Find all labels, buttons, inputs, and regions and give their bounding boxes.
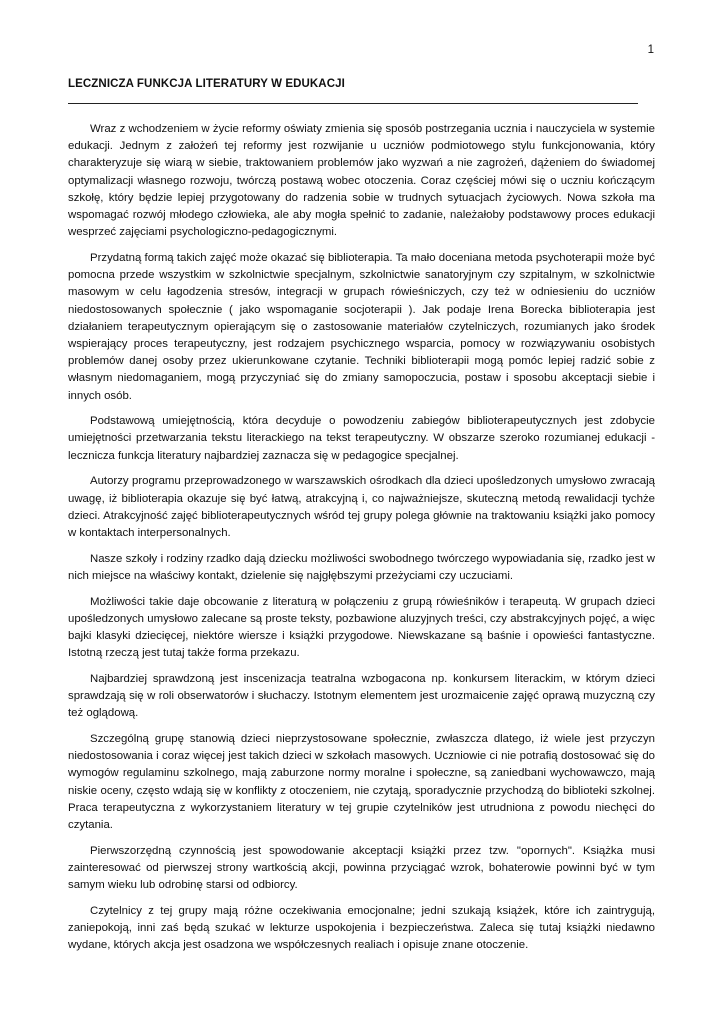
paragraph: Czytelnicy z tej grupy mają różne oczekiwania emocjonalne; jedni szukają książek, które ich zaintrygują, zaniepokoją, inni zaś będą szukać w lekturze uspokojenia i bezpieczeństwa. Zaleca się tutaj książki niedawno wydane, których akcja jest osadzona we współczesnych realiach i opisuje znane otoczenie. (68, 904, 655, 952)
paragraph: Możliwości takie daje obcowanie z literaturą w połączeniu z grupą rówieśników i terapeutą. W grupach dzieci upośledzonych umysłowo zalecane są proste teksty, pozbawione aluzyjnych treści, czy abstrakcyjnych pojęć, a więc bajki klasyki dziecięcej, niektóre wiersze i książki przygodowe. Niewskazane są baśnie i opowieści fantastyczne. Istotną rzeczą jest tutaj także forma przekazu. (68, 595, 655, 660)
paragraph: Wraz z wchodzeniem w życie reformy oświaty zmienia się sposób postrzegania ucznia i nauczyciela w systemie edukacji. Jednym z założeń tej reformy jest rozwijanie u uczniów podmiotowego stylu funkcjonowania, który charakteryzuje się wiarą w siebie, traktowaniem problemów jako wyzwań a nie zagrożeń, dążeniem do świadomej optymalizacji własnego rozwoju, twórczą postawą wobec otoczenia. Coraz częściej mówi się o uczniu kończącym szkołę, który będzie lepiej przygotowany do radzenia sobie w trudnych sytuacjach życiowych. Nowa szkoła ma wspomagać rozwój młodego człowieka, ale aby mogła spełnić to zadanie, należałoby podstawowy proces edukacji wesprzeć zajęciami psychologiczno-pedagogicznymi. (68, 123, 655, 239)
paragraph: Autorzy programu przeprowadzonego w warszawskich ośrodkach dla dzieci upośledzonych umysłowo zwracają uwagę, iż biblioterapia okazuje się być łatwą, atrakcyjną i, co najważniejsze, skuteczną metodą rewalidacji tychże dzieci. Atrakcyjność zajęć biblioterapeutycznych wśród tej grupy polega głównie na traktowaniu książki jako pomocy w kontaktach interpersonalnych. (68, 475, 655, 539)
document-title: LECZNICZA FUNKCJA LITERATURY W EDUKACJI (68, 78, 345, 90)
paragraph: Szczególną grupę stanowią dzieci nieprzystosowane społecznie, zwłaszcza dlatego, iż wiele jest przyczyn niedostosowania i coraz więcej jest takich dzieci w szkołach masowych. Uczniowie ci nie potrafią dostosować się do wymogów regulaminu szkolnego, mają zaburzone normy moralne i społeczne, są zaniedbani wychowawczo, mają niskie oceny, często wdają się w konflikty z otoczeniem, nie czytają, sporadycznie przychodzą do biblioteki szkolnej. Praca terapeutyczna z wykorzystaniem literatury w tej grupie czytelników jest utrudniona z powodu niechęci do czytania. (68, 733, 655, 832)
paragraph: Nasze szkoły i rodziny rzadko dają dziecku możliwości swobodnego twórczego wypowiadania się, rzadko jest w nich miejsce na właściwy kontakt, dzielenie się najgłębszymi przeżyciami czy uczuciami. (68, 552, 655, 582)
paragraph: Przydatną formą takich zajęć może okazać się biblioterapia. Ta mało doceniana metoda psychoterapii może być pomocna przede wszystkim w szkolnictwie specjalnym, szkolnictwie sanatoryjnym czy szpitalnym, w szkolnictwie masowym w celu łagodzenia stresów, integracji w grupach rówieśniczych, czy też w odniesieniu do uczniów niedostosowanych społecznie ( jako wspomaganie socjoterapii ). Jak podaje Irena Borecka biblioterapia jest działaniem terapeutycznym opierającym się o zastosowanie materiałów czytelniczych, rozumianych jako środek wspierający proces terapeutyczny, jest rodzajem psychicznego wsparcia, pomocy w rozwiązywaniu osobistych problemów danej osoby przez ukierunkowane czytanie. Techniki biblioterapii mogą pomóc lepiej radzić sobie z własnym niedomaganiem, mogą przyczyniać się do zmiany samopoczucia, postaw i sposobu akceptacji siebie i innych osób. (68, 251, 655, 402)
page-number: 1 (647, 44, 654, 56)
paragraph: Najbardziej sprawdzoną jest inscenizacja teatralna wzbogacona np. konkursem literackim, w którym dzieci sprawdzają się w roli obserwatorów i słuchaczy. Istotnym elementem jest urozmaicenie zajęć oprawą muzyczną czy też oglądową. (68, 672, 655, 720)
paragraph: Podstawową umiejętnością, która decyduje o powodzeniu zabiegów biblioterapeutycznych jest zdobycie umiejętności przetwarzania tekstu literackiego na tekst terapeutyczny. W obszarze szeroko rozumianej edukacji - lecznicza funkcja literatury najbardziej zaznacza się w pedagogice specjalnej. (68, 415, 655, 462)
paragraph: Pierwszorzędną czynnością jest spowodowanie akceptacji książki przez tzw. "opornych". Książka musi zainteresować od pierwszej strony wartkością akcji, powinna przyciągać wzrok, bohaterowie powinni być w tym samym wieku lub odrobinę starsi od odbiorcy. (68, 844, 655, 892)
title-underline (68, 103, 638, 104)
document-body (68, 121, 655, 963)
